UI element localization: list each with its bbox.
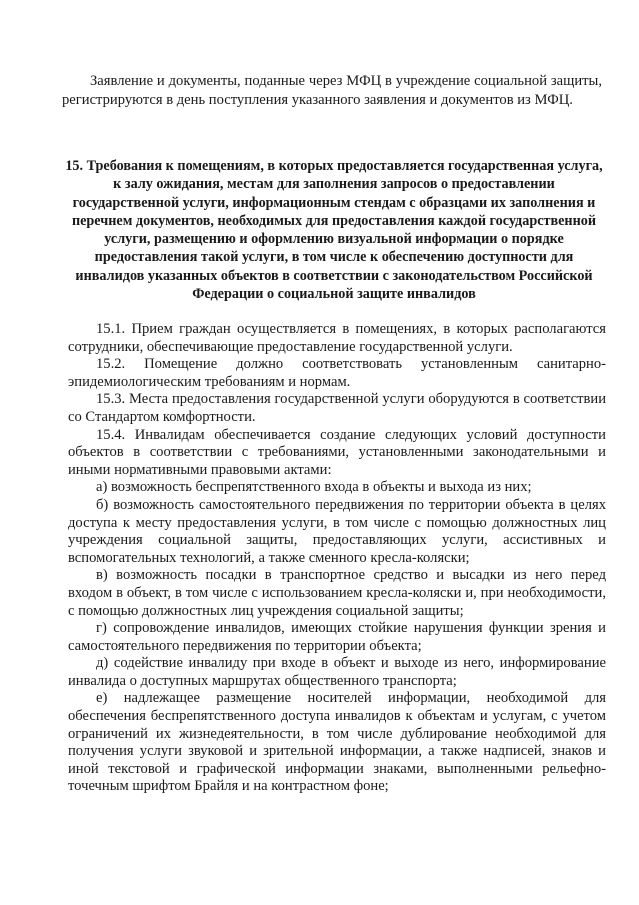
list-item-g: г) сопровождение инвалидов, имеющих стойкие нарушения функции зрения и самостоятельного передвижения по территории объекта; [68,620,606,654]
paragraph-15-2: 15.2. Помещение должно соответствовать установленным санитарно-эпидемиологическим требованиям и нормам. [68,356,606,390]
section-body [68,321,606,796]
list-item-v: в) возможность посадки в транспортное средство и высадки из него перед входом в объект, в том числе с использованием кресла-коляски и, при необходимости, с помощью должностных лиц учреждения социальной защиты; [68,567,606,619]
list-item-e: е) надлежащее размещение носителей информации, необходимой для обеспечения беспрепятственного доступа инвалидов к объектам и услугам, с учетом ограничений их жизнедеятельности, в том числе дублирование необходимой для получения услуги звуковой и зрительной информации, а также надписей, знаков и иной текстовой и графической информации знаками, выполненными рельефно-точечным шрифтом Брайля и на контрастном фоне; [68,690,606,795]
section-heading: 15. Требования к помещениям, в которых предоставляется государственная услуга, к залу ожидания, местам для заполнения запросов о предоставлении государственной услуги, информационным стендам с образцами их заполнения и перечнем документов, необходимых для предоставления каждой государственной услуги, размещению и оформлению визуальной информации о порядке предоставления такой услуги, в том числе к обеспечению доступности для инвалидов указанных объектов в соответствии с законодательством Российской Федерации о социальной защите инвалидов [65,158,603,303]
list-item-d: д) содействие инвалиду при входе в объект и выходе из него, информирование инвалида о доступных маршрутах общественного транспорта; [68,655,606,689]
list-item-a: а) возможность беспрепятственного входа в объекты и выхода из них; [96,479,532,496]
list-item-b: б) возможность самостоятельного передвижения по территории объекта в целях доступа к месту предоставления услуги, в том числе с помощью должностных лиц учреждения социальной защиты, предоставляющих услуги, ассистивных и вспомогательных технологий, а также сменного кресла-коляски; [68,496,606,566]
intro-paragraph: Заявление и документы, поданные через МФЦ в учреждение социальной защиты, регистрируются в день поступления указанного заявления и документов из МФЦ. [62,73,602,108]
paragraph-15-3: 15.3. Места предоставления государственной услуги оборудуются в соответствии со Стандартом комфортности. [68,391,606,425]
paragraph-15-1: 15.1. Прием граждан осуществляется в помещениях, в которых располагаются сотрудники, обеспечивающие предоставление государственной услуги. [68,321,606,355]
paragraph-15-4: 15.4. Инвалидам обеспечивается создание следующих условий доступности объектов в соответствии с требованиями, установленными законодательными и иными нормативными правовыми актами: [68,426,606,478]
